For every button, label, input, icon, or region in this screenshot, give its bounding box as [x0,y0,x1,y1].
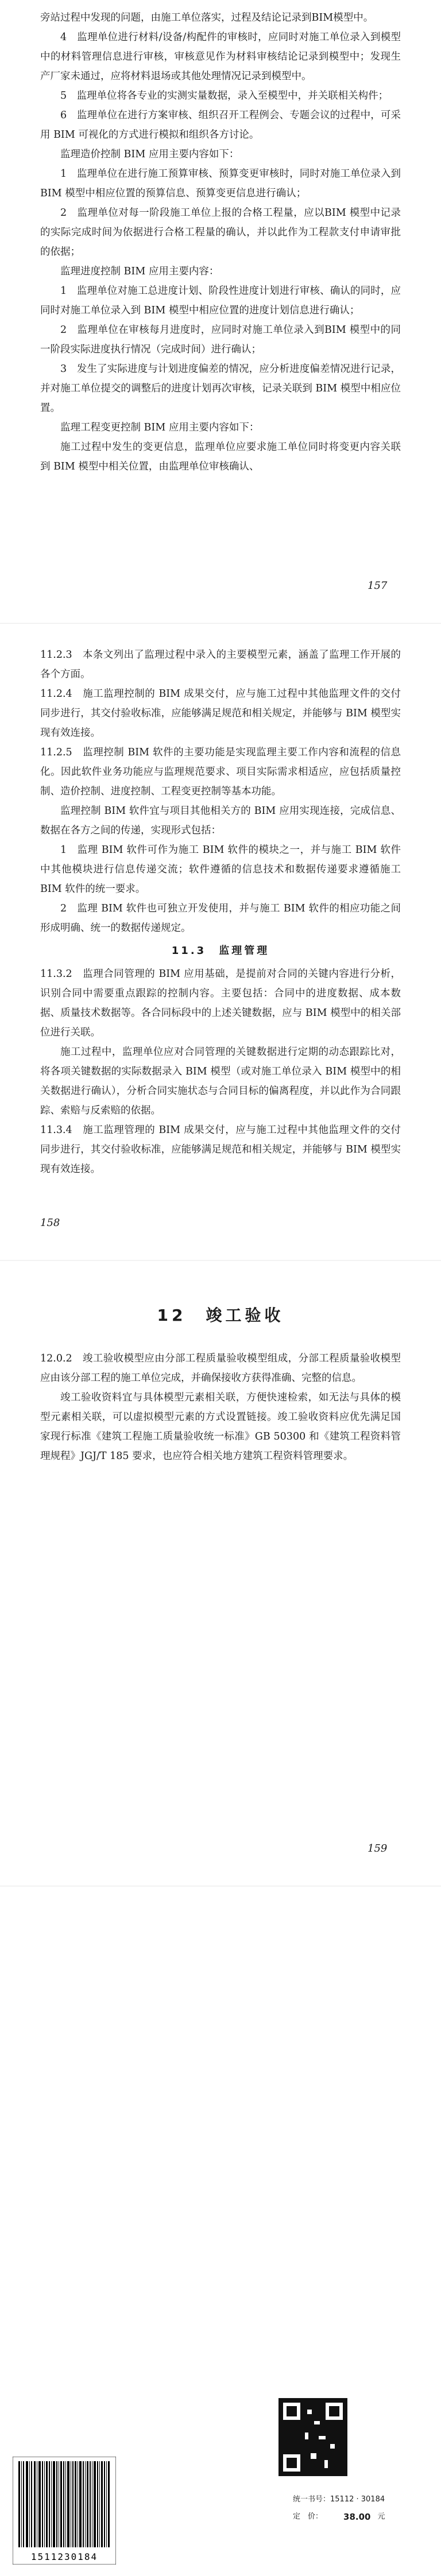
paragraph: 监理造价控制 BIM 应用主要内容如下： [60,149,239,160]
page-159 [0,1274,441,1871]
unified-book-number: 15112 · 30184 [330,2495,385,2504]
section-heading: 11.3 监理管理 [171,945,270,957]
paragraph: 旁站过程中发现的问题，由施工单位落实，过程及结论记录到BIM模型中。 [40,12,374,24]
barcode-number: 1511230184 [30,2551,98,2562]
price-value: 38.00 [343,2512,371,2522]
qr-code-graphic [278,2398,347,2476]
page-divider [0,1886,441,1887]
price-label: 定 价： [293,2512,323,2521]
paragraph: 2 监理 BIM 软件也可独立开发使用，并与施工 BIM 软件的相应功能之间形成明确、统一的数据传递规定。 [40,903,401,934]
page-divider [0,1260,441,1261]
paragraph: 2 监理单位对每一阶段施工单位上报的合格工程量，应以BIM 模型中记录的实际完成时间为依据进行合格工程量的确认，并以此作为工程款支付申请审批的依据； [40,207,401,258]
paragraph: 11.2.5 监理控制 BIM 软件的主要功能是实现监理主要工作内容和流程的信息化。因此软件业务功能应与监理规范要求、项目实际需求相适应，应包括质量控制、造价控制、进度控制、工程变更控制等基本功能。 [40,747,401,797]
paragraph: 6 监理单位在进行方案审核、组织召开工程例会、专题会议的过程中，可采用 BIM 可视化的方式进行模拟和组织各方讨论。 [40,110,401,141]
paragraph: 1 监理单位对施工总进度计划、阶段性进度计划进行审核、确认的同时，应同时对施工单位录入到 BIM 模型中相应位置的进度计划信息进行确认； [40,285,401,316]
paragraph: 4 监理单位进行材料/设备/构配件的审核时，应同时对施工单位录入到模型中的材料管理信息进行审核，审核意见作为材料审核结论记录到模型中；发现生产厂家未通过，应将材料退场或其他处理情况记录到模型中。 [40,32,401,82]
barcode-icon [13,2457,116,2565]
paragraph: 2 监理单位在审核每月进度时，应同时对施工单位录入到BIM 模型中的同一阶段实际进度执行情况（完成时间）进行确认； [40,324,401,355]
paragraph: 11.2.4 施工监理控制的 BIM 成果交付，应与施工过程中其他监理文件的交付同步进行，其交付验收标准，应能够满足规范和相关规定，并能够与 BIM 模型实现有效连接。 [40,688,401,739]
paragraph: 11.3.4 施工监理管理的 BIM 成果交付，应与施工过程中其他监理文件的交付同步进行，其交付验收标准，应能够满足规范和相关规定，并能够与 BIM 模型实现有效连接。 [40,1124,401,1175]
paragraph: 11.3.2 监理合同管理的 BIM 应用基础，是提前对合同的关键内容进行分析，识别合同中需要重点跟踪的控制内容。主要包括：合同中的进度数据、成本数据、质量技术数据等。各合同标段中的上述关键数据，应与 BIM 模型中的相关部位进行关联。 [40,968,401,1038]
page-159-body [40,1349,401,1466]
price-unit: 元 [377,2512,385,2521]
paragraph: 监理控制 BIM 软件宜与项目其他相关方的 BIM 应用实现连接，完成信息、数据在各方之间的传递，实现形式包括： [40,805,401,836]
paragraph: 3 发生了实际进度与计划进度偏差的情况，应分析进度偏差情况进行记录，并对施工单位提交的调整后的进度计划再次审核，记录关联到 BIM 模型中相应位置。 [40,363,401,414]
paragraph: 施工过程中，监理单位应对合同管理的关键数据进行定期的动态跟踪比对，将各项关键数据的实际数据录入 BIM 模型（或对施工单位录入 BIM 模型中的相关数据进行确认），分析合同实施状态与合同目标的偏离程度，并以此作为合同跟踪、索赔与反索赔的依据。 [40,1046,401,1116]
paragraph: 1 监理 BIM 软件可作为施工 BIM 软件的模块之一，并与施工 BIM 软件中其他模块进行信息传递交流；软件遵循的信息技术和数据传递要求遵循施工 BIM 软件的统一要求。 [40,844,401,895]
unified-book-number-row [293,2491,431,2508]
paragraph: 1 监理单位在进行施工预算审核、预算变更审核时，同时对施工单位录入到 BIM 模型中相应位置的预算信息、预算变更信息进行确认； [40,168,401,199]
paragraph: 11.2.3 本条文列出了监理过程中录入的主要模型元素，涵盖了监理工作开展的各个方面。 [40,649,401,680]
price-row [293,2508,431,2525]
paragraph: 监理工程变更控制 BIM 应用主要内容如下： [60,422,260,433]
paragraph: 5 监理单位将各专业的实测实量数据，录入至模型中，并关联相关构件； [60,90,389,102]
paragraph: 监理进度控制 BIM 应用主要内容： [60,266,219,277]
book-info [293,2491,431,2525]
paragraph: 竣工验收资料宜与具体模型元素相关联，方便快速检索，如无法与具体的模型元素相关联，可以虚拟模型元素的方式设置链接。竣工验收资料应优先满足国家现行标准《建筑工程施工质量验收统一标准》GB 50300 和《建筑工程资料管理规程》JGJ/T 185 要求，也应符合相关地方建筑工程资料管理要求。 [40,1392,401,1462]
page-157-body [40,8,401,476]
unified-book-number-label: 统一书号： [293,2495,331,2504]
page-number: 158 [40,1217,60,1229]
paragraph: 12.0.2 竣工验收模型应由分部工程质量验收模型组成，分部工程质量验收模型应由该分部工程的施工单位完成，并确保接收方获得准确、完整的信息。 [40,1353,401,1384]
isbn-barcode [13,2457,116,2565]
page-number: 159 [368,1842,388,1855]
page-divider [0,623,441,624]
paragraph: 施工过程中发生的变更信息，监理单位应要求施工单位同时将变更内容关联到 BIM 模型中相关位置，由监理单位审核确认、 [40,441,401,472]
page-158 [0,637,441,1246]
page-158-body [40,645,401,1179]
chapter-title: 12 竣工验收 [157,1306,284,1325]
qr-code-icon [278,2398,347,2476]
page-157 [0,0,441,608]
page-number: 157 [368,580,388,592]
